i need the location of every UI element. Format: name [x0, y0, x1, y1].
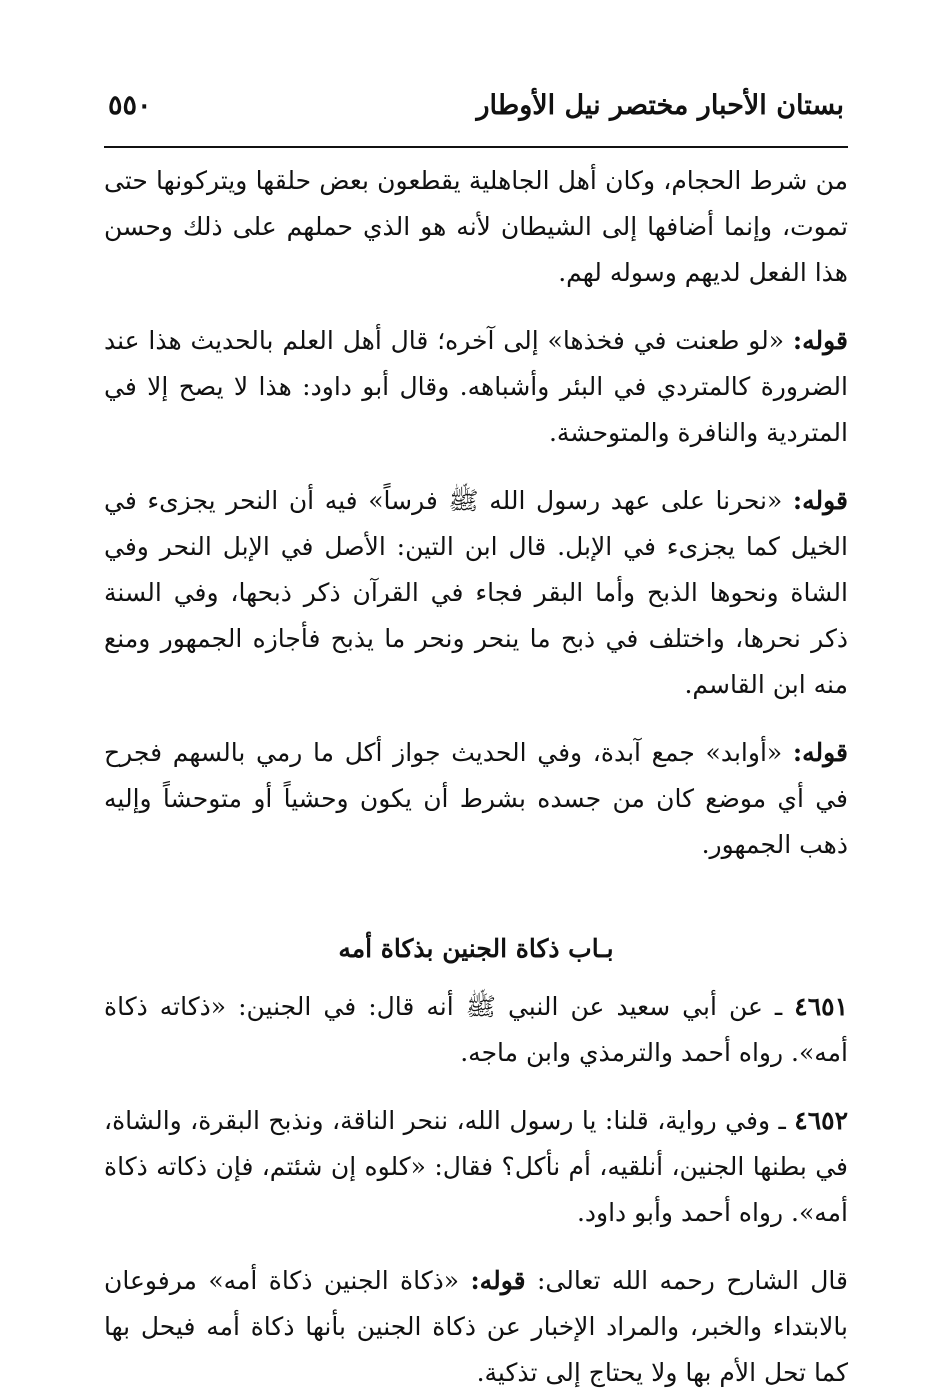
page-number: ٥٥٠	[108, 90, 152, 121]
qawluhu-label: قوله:	[792, 486, 848, 515]
hadith-text: ـ وفي رواية، قلنا: يا رسول الله، ننحر الناقة، ونذبح البقرة، والشاة، في بطنها الجنين، أنلقيه، أم نأكل؟ فقال: «كلوه إن شئتم، فإن ذكاته ذكاة أمه». رواه أحمد وأبو داود.	[104, 1106, 848, 1227]
paragraph	[104, 478, 848, 708]
paragraph	[104, 730, 848, 868]
qawluhu-label: قوله:	[792, 738, 848, 767]
section-heading: بـاب ذكاة الجنين بذكاة أمه	[338, 934, 614, 963]
paragraph-text: «لو طعنت في فخذها» إلى آخره؛ قال أهل العلم بالحديث هذا عند الضرورة كالمتردي في البئر وأشباهه. وقال أبو داود: هذا لا يصح إلا في المتردية والنافرة والمتوحشة.	[104, 326, 848, 447]
book-title: بستان الأحبار مختصر نيل الأوطار	[476, 90, 844, 121]
qawluhu-label: قوله:	[792, 326, 848, 355]
commentary-intro: قال الشارح رحمه الله تعالى:	[525, 1266, 848, 1295]
hadith	[104, 984, 848, 1076]
paragraph	[104, 158, 848, 296]
paragraph-text: «نحرنا على عهد رسول الله ﷺ فرساً» فيه أن النحر يجزىء في الخيل كما يجزىء في الإبل. قال ابن التين: الأصل في الإبل النحر وفي الشاة ونحوها الذبح وأما البقر فجاء في القرآن ذكر ذبحها، وفي السنة ذكر نحرها، واختلف في ذبح ما ينحر ونحر ما يذبح فأجازه الجمهور ومنع منه ابن القاسم.	[104, 486, 848, 699]
hadith-number: ٤٦٥١	[794, 992, 848, 1021]
hadith-text: ـ عن أبي سعيد عن النبي ﷺ أنه قال: في الجنين: «ذكاته ذكاة أمه». رواه أحمد والترمذي وابن ماجه.	[104, 992, 848, 1067]
paragraph	[104, 318, 848, 456]
book-page	[104, 90, 848, 1396]
paragraph-text: «أوابد» جمع آبدة، وفي الحديث جواز أكل ما رمي بالسهم فجرح في أي موضع كان من جسده بشرط أن يكون وحشياً أو متوحشاً وإليه ذهب الجمهور.	[104, 738, 848, 859]
qawluhu-label: قوله:	[470, 1266, 526, 1295]
paragraph-text: من شرط الحجام، وكان أهل الجاهلية يقطعون بعض حلقها ويتركونها حتى تموت، وإنما أضافها إلى الشيطان لأنه هو الذي حملهم على ذلك وحسن هذا الفعل لديهم وسوله لهم.	[104, 166, 848, 287]
commentary	[104, 1258, 848, 1396]
page-body	[104, 158, 848, 1396]
commentary-text: «ذكاة الجنين ذكاة أمه» مرفوعان بالابتداء والخبر، والمراد الإخبار عن ذكاة الجنين بأنها ذكاة أمه فيحل بها كما تحل الأم بها ولا يحتاج إلى تذكية.	[104, 1266, 848, 1387]
hadith-number: ٤٦٥٢	[794, 1106, 848, 1135]
hadith	[104, 1098, 848, 1236]
page-header	[104, 90, 848, 148]
